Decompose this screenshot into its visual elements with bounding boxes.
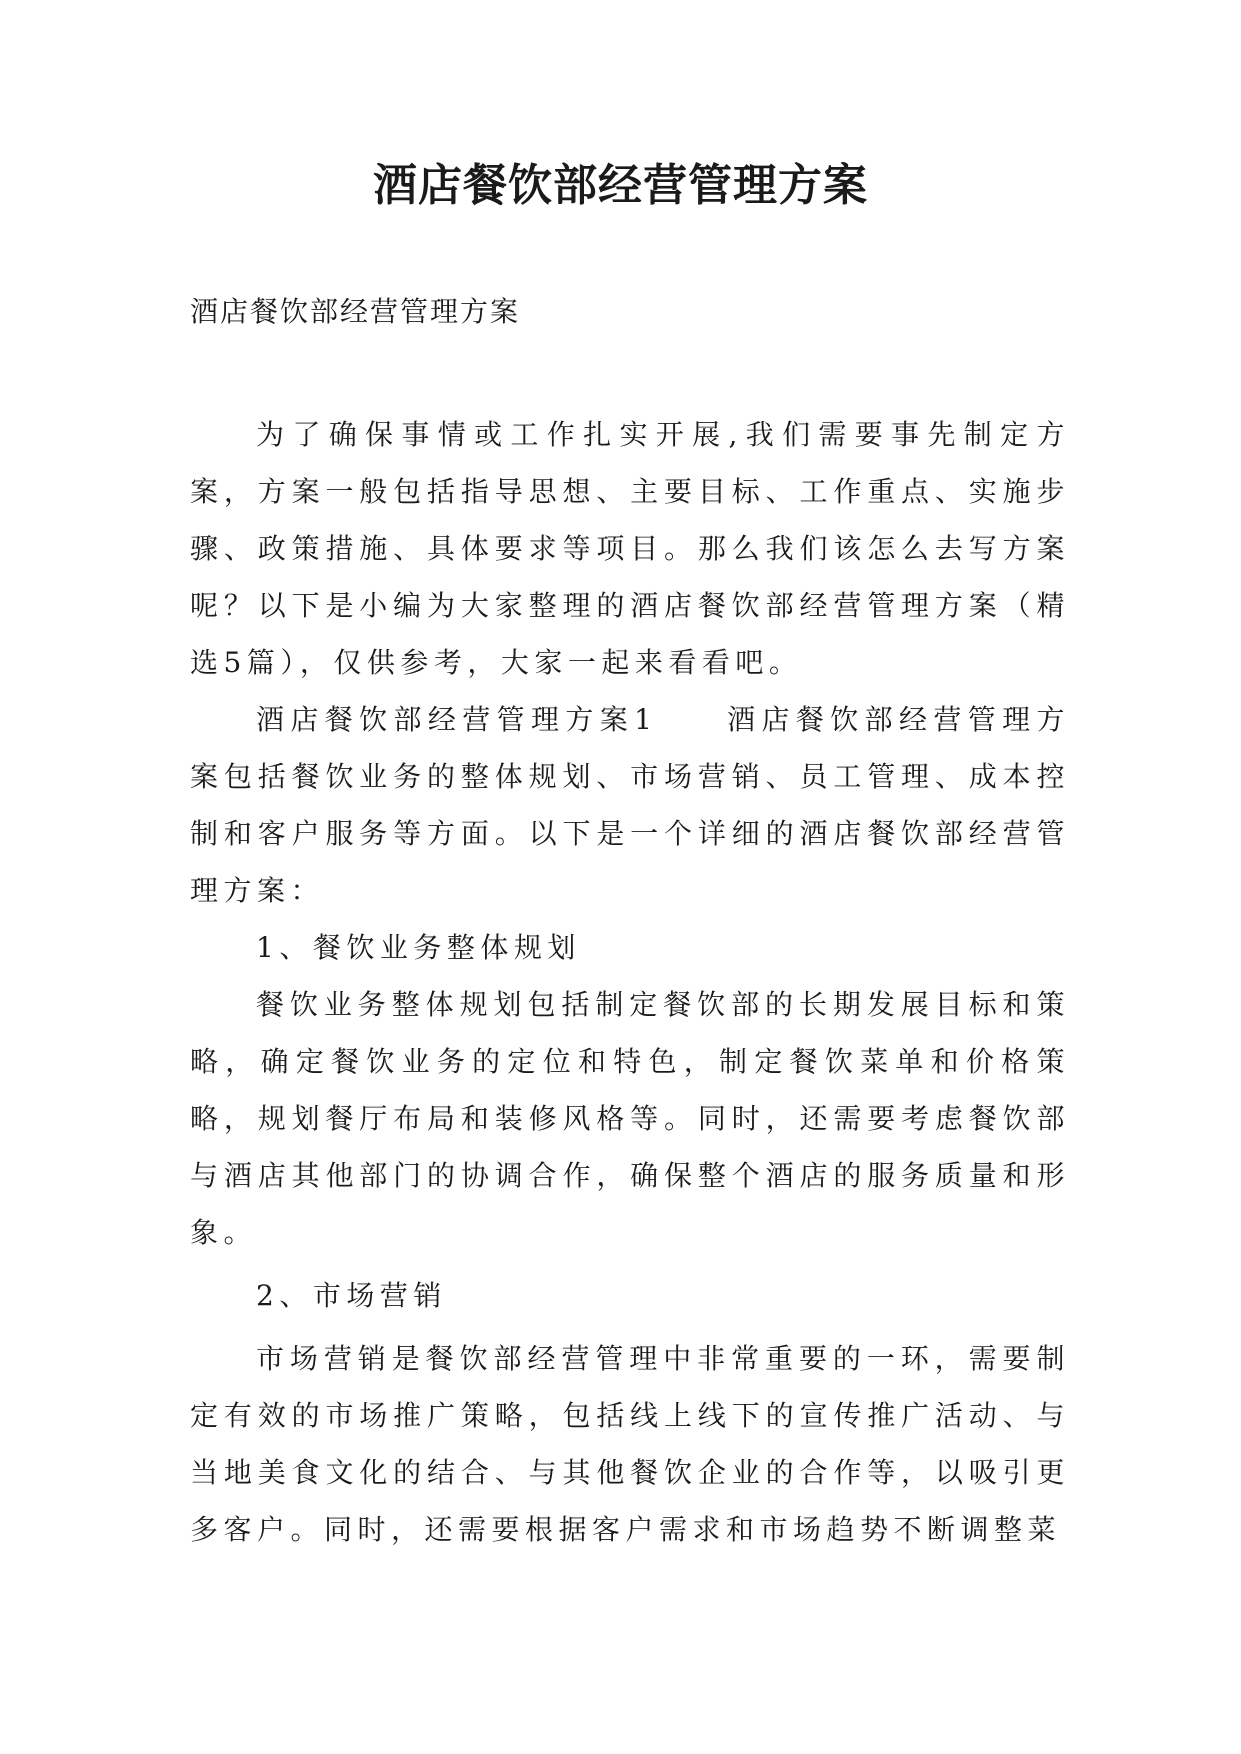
paragraph-section-1: 餐饮业务整体规划包括制定餐饮部的长期发展目标和策略，确定餐饮业务的定位和特色，制定餐饮菜单和价格策略，规划餐厅布局和装修风格等。同时，还需要考虑餐饮部与酒店其他部门的协调合作，确保整个酒店的服务质量和形象。 — [190, 988, 1070, 1249]
section-heading-2: 2、市场营销 — [256, 1279, 447, 1312]
document-subtitle: 酒店餐饮部经营管理方案 — [190, 295, 521, 328]
paragraph-intro: 为了确保事情或工作扎实开展,我们需要事先制定方案，方案一般包括指导思想、主要目标、工作重点、实施步骤、政策措施、具体要求等项目。那么我们该怎么去写方案呢？以下是小编为大家整理的酒店餐饮部经营管理方案（精选5篇），仅供参考，大家一起来看看吧。 — [190, 418, 1070, 679]
document-title: 酒店餐饮部经营管理方案 — [373, 160, 868, 211]
document-body — [190, 406, 1070, 1558]
section-heading-1: 1、餐饮业务整体规划 — [256, 931, 581, 964]
paragraph-plan-1: 酒店餐饮部经营管理方案1 酒店餐饮部经营管理方案包括餐饮业务的整体规划、市场营销、员工管理、成本控制和客户服务等方面。以下是一个详细的酒店餐饮部经营管理方案： — [190, 703, 1070, 907]
paragraph-section-2: 市场营销是餐饮部经营管理中非常重要的一环，需要制定有效的市场推广策略，包括线上线下的宣传推广活动、与当地美食文化的结合、与其他餐饮企业的合作等，以吸引更多客户。同时，还需要根据客户需求和市场趋势不断调整菜 — [190, 1342, 1070, 1546]
